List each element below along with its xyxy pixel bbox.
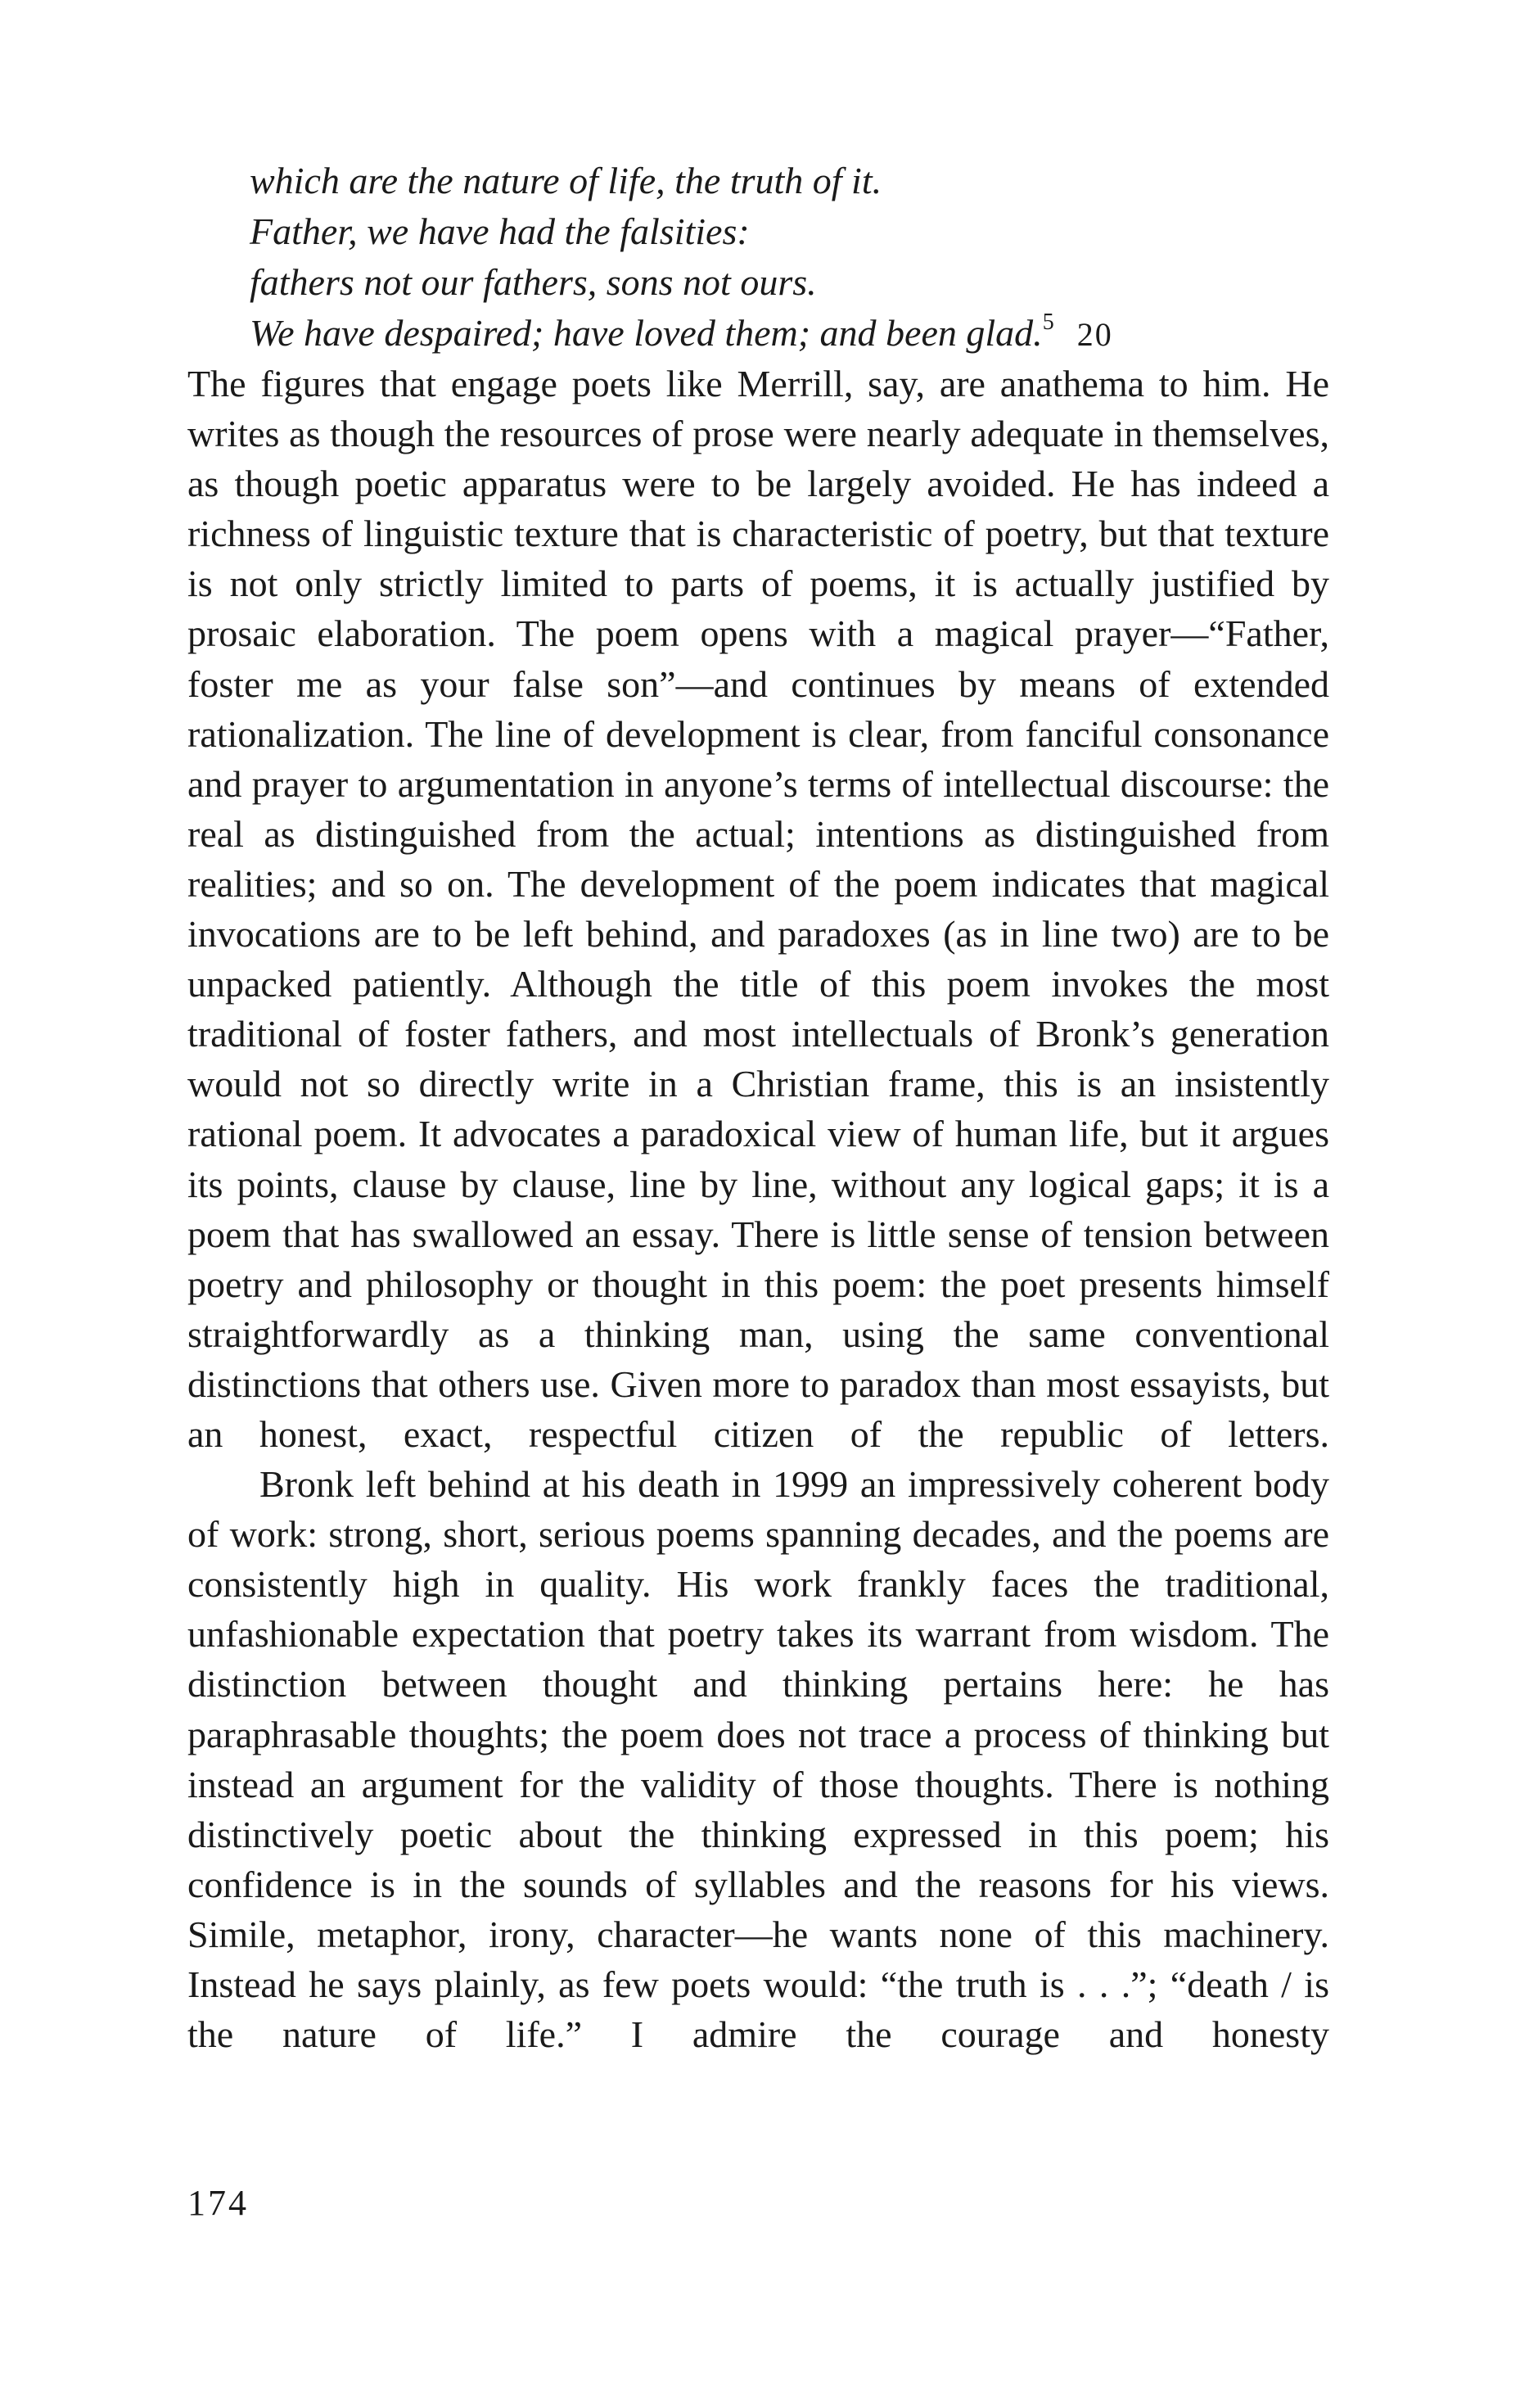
poem-excerpt [250, 156, 1297, 360]
poem-line: which are the nature of life, the truth of it. [250, 160, 882, 201]
body-text [187, 359, 1329, 2059]
paragraph: Bronk left behind at his death in 1999 an impressively coherent body of work: strong, short, serious poems spanning decades, and the poems are consistently high in quality. His work frankly faces the traditional, unfashionable expectation that poetry takes its warrant from wisdom. The distinction between thought and thinking pertains here: he has paraphrasable thoughts; the poem does not trace a process of thinking but instead an argument for the validity of those thoughts. There is nothing distinctively poetic about the thinking expressed in this poem; his confidence is in the sounds of syllables and the reasons for his views. Simile, metaphor, irony, character—he wants none of this machinery. Instead he says plainly, as few poets would: “the truth is . . .”; “death / is the nature of life.” I admire the courage and honesty [187, 1463, 1329, 2056]
page-number: 174 [187, 2183, 249, 2223]
poem-line-last [250, 308, 1297, 360]
paragraph: The figures that engage poets like Merrill, say, are anathema to him. He writes as though the resources of prose were nearly adequate in themselves, as though poetic apparatus were to be largely avoided. He has indeed a richness of linguistic texture that is characteristic of poetry, but that texture is not only strictly limited to parts of poems, it is actually justified by prosaic elaboration. The poem opens with a magical prayer—“Father, foster me as your false son”—and continues by means of extended rationalization. The line of development is clear, from fanciful consonance and prayer to argumentation in anyone’s terms of intellectual discourse: the real as distinguished from the actual; intentions as distinguished from realities; and so on. The development of the poem indicates that magical invocations are to be left behind, and paradoxes (as in line two) are to be unpacked patiently. Although the title of this poem invokes the most traditional of foster fathers, and most intellectuals of Bronk’s generation would not so directly write in a Christian frame, this is an insistently rational poem. It advocates a paradoxical view of human life, but it argues its points, clause by clause, line by line, without any logical gaps; it is a poem that has swallowed an essay. There is little sense of tension between poetry and philosophy or thought in this poem: the poet presents himself straightforwardly as a thinking man, using the same conventional distinctions that others use. Given more to paradox than most essayists, but an honest, exact, respectful citizen of the republic of letters. [187, 363, 1329, 1455]
footnote-marker: 5 [1042, 309, 1054, 335]
poem-line-number: 20 [1076, 316, 1113, 353]
poem-line: Father, we have had the falsities: [250, 210, 750, 252]
poem-line: fathers not our fathers, sons not ours. [250, 261, 817, 303]
poem-line-text: We have despaired; have loved them; and been glad. [250, 312, 1043, 354]
